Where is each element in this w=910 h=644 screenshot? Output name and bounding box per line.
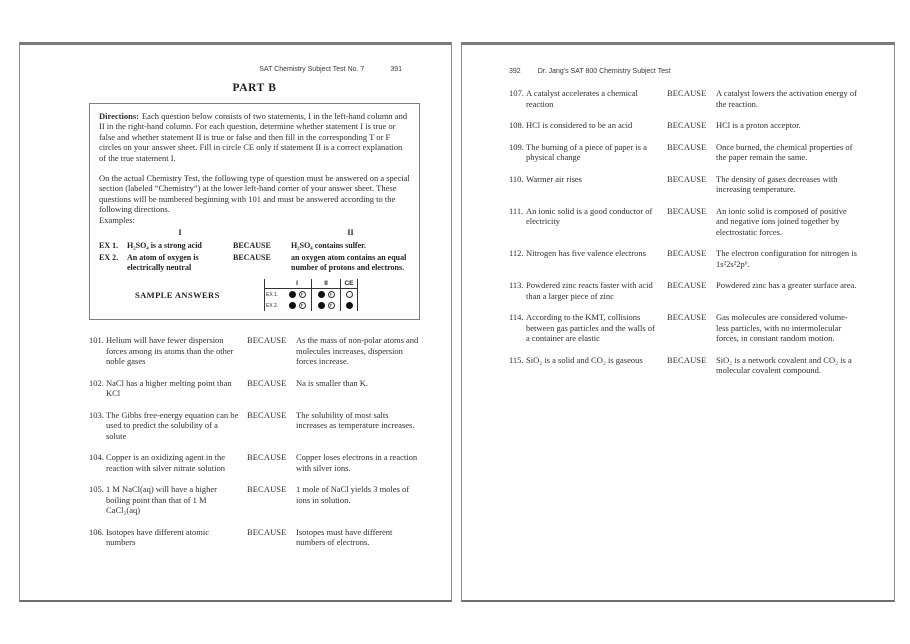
question-row <box>89 410 420 442</box>
because-label: BECAUSE <box>247 452 287 463</box>
question-row <box>509 280 860 301</box>
question-row <box>509 248 860 269</box>
question-number: 108. <box>509 120 524 130</box>
question-number: 111. <box>509 205 524 216</box>
because-label: BECAUSE <box>247 377 287 388</box>
question-number: 107. <box>509 88 524 98</box>
statement-two: Copper loses electrons in a reaction with silver ions. <box>296 452 418 473</box>
because-label: BECAUSE <box>247 409 287 420</box>
page-number: 391 <box>390 66 402 73</box>
example-statement-one: An atom of oxygen is electrically neutral <box>127 253 199 272</box>
statement-two: An ionic solid is composed of positive and negative ions joined together by electrostatic forces. <box>716 205 847 237</box>
bubble-t-filled-icon <box>318 302 325 309</box>
because-label: BECAUSE <box>667 120 707 130</box>
statement-one: The burning of a piece of paper is a physical change <box>526 141 647 162</box>
because-label: BECAUSE <box>247 335 287 346</box>
grid-header-ii: II <box>312 279 341 289</box>
statement-two: Isotopes must have different numbers of electrons. <box>296 526 393 548</box>
statement-one: 1 M NaCl(aq) will have a higher boiling point than that of 1 M CaCl₂(aq) <box>106 484 217 516</box>
directions-box <box>89 103 420 320</box>
statement-one: HCl is considered to be an acid <box>526 120 633 130</box>
left-page <box>19 42 452 602</box>
statement-one: NaCl has a higher melting point than KCl <box>106 377 232 399</box>
statement-one: Powdered zinc reacts faster with acid than a larger piece of zinc <box>526 280 653 301</box>
bubble-f-icon: F <box>299 302 306 309</box>
bubble-f-icon: F <box>328 291 335 298</box>
sample-answers-label: SAMPLE ANSWERS <box>135 290 220 301</box>
because-label: BECAUSE <box>233 253 271 263</box>
bubble-f-icon: F <box>328 302 335 309</box>
bubble-t-filled-icon <box>289 302 296 309</box>
grid-row-label: EX 2. <box>264 300 283 311</box>
statement-two: The solubility of most salts increases as temperature increases. <box>296 409 415 431</box>
question-number: 114. <box>509 312 524 322</box>
statement-two: Once burned, the chemical properties of the paper remain the same. <box>716 141 853 162</box>
example-statement-two: an oxygen atom contains an equal number of protons and electrons. <box>291 253 407 272</box>
bubble-t-filled-icon <box>289 291 296 298</box>
sample-answers-grid <box>264 279 358 311</box>
directions-label: Directions: <box>99 111 139 121</box>
question-row <box>89 484 420 516</box>
example-number: EX 2. <box>99 253 119 263</box>
question-number: 104. <box>89 452 104 463</box>
example-statement-one: H₂SO₄ is a strong acid <box>127 240 202 250</box>
running-head <box>509 68 860 75</box>
running-head <box>89 66 420 73</box>
statement-one: Helium will have fewer dispersion forces among its atoms than the other noble gases <box>106 335 234 367</box>
running-head-title: Dr. Jang's SAT 800 Chemistry Subject Test <box>537 68 671 75</box>
part-title: PART B <box>232 82 277 94</box>
question-row <box>509 142 860 163</box>
grid-cell-ii <box>312 289 341 300</box>
example-statement-two: H₂SO₄ contains sulfer. <box>291 240 366 250</box>
directions-text-1: Each question below consists of two statements, I in the left-hand column and II in the right-hand column. For each question, determine whether statement I is true or false and whether statement II is true or false and then fill in the corresponding T or F circles on your answer sheet. Fill in circle CE only if statement II is a correct explanation of the true statement I. <box>99 111 408 163</box>
statement-two: As the mass of non-polar atoms and molecules increases, dispersion forces increase. <box>296 335 419 367</box>
grid-cell-ce <box>341 300 358 311</box>
question-number: 106. <box>89 526 104 537</box>
because-label: BECAUSE <box>667 173 707 184</box>
grid-cell-ii <box>312 300 341 311</box>
because-label: BECAUSE <box>667 205 707 216</box>
question-number: 105. <box>89 484 104 495</box>
question-row <box>509 174 860 195</box>
because-label: BECAUSE <box>667 312 707 322</box>
question-number: 112. <box>509 248 524 258</box>
running-head-title: SAT Chemistry Subject Test No. 7 <box>259 66 365 73</box>
question-number: 102. <box>89 377 104 388</box>
statement-one: A catalyst accelerates a chemical reaction <box>526 88 638 109</box>
question-number: 101. <box>89 335 104 346</box>
statement-one: Copper is an oxidizing agent in the reaction with silver nitrate solution <box>106 452 225 473</box>
example-row <box>99 241 410 251</box>
question-row <box>509 120 860 131</box>
question-list <box>509 88 860 376</box>
statement-two: Na is smaller than K. <box>296 377 368 388</box>
statement-two: HCl is a proton acceptor. <box>716 120 801 130</box>
statement-one: Isotopes have different atomic numbers <box>106 526 209 548</box>
column-header-i: I <box>178 228 182 238</box>
grid-header-i: I <box>283 279 312 289</box>
statement-one: Nitrogen has five valence electrons <box>526 248 646 258</box>
statement-one: According to the KMT, collisions between gas particles and the walls of a container are elastic <box>526 312 655 343</box>
statement-two: The electron configuration for nitrogen is 1s²2s²2p⁶. <box>716 248 857 269</box>
grid-cell-i <box>283 300 312 311</box>
because-label: BECAUSE <box>247 484 287 495</box>
because-label: BECAUSE <box>667 88 707 98</box>
statement-one: SiO₂ is a solid and CO₂ is gaseous <box>526 354 643 365</box>
page-number: 392 <box>509 68 521 75</box>
question-number: 110. <box>509 173 524 184</box>
question-list <box>89 335 420 548</box>
question-row <box>89 378 420 399</box>
question-row <box>509 312 860 344</box>
question-row <box>89 452 420 473</box>
question-number: 115. <box>509 354 524 365</box>
sample-answers-section <box>99 279 410 311</box>
question-number: 103. <box>89 409 104 420</box>
because-label: BECAUSE <box>667 248 707 258</box>
grid-cell-ce <box>341 289 358 300</box>
statement-two: SiO₂ is a network covalent and CO₂ is a molecular covalent compound. <box>716 354 852 375</box>
question-row <box>509 206 860 238</box>
because-label: BECAUSE <box>667 141 707 152</box>
grid-cell-i <box>283 289 312 300</box>
directions-paragraph-2: On the actual Chemistry Test, the following type of question must be answered on a special section (labeled “Chemistry”) at the lower left-hand corner of your answer sheet. These questions will be numbered beginning with 101 and must be answered according to the following directions. <box>99 173 410 215</box>
example-number: EX 1. <box>99 240 119 250</box>
statement-one: An ionic solid is a good conductor of electricity <box>526 205 653 226</box>
bubble-f-icon: F <box>299 291 306 298</box>
grid-row-label: EX 1. <box>264 289 283 300</box>
question-number: 109. <box>509 141 524 152</box>
grid-header-ce: CE <box>341 279 358 289</box>
column-header-ii: II <box>347 228 354 238</box>
examples-header-row <box>99 228 410 238</box>
statement-two: Gas molecules are considered volume-less particles, with no intermolecular forces, in constant random motion. <box>716 312 848 343</box>
question-number: 113. <box>509 280 524 290</box>
bubble-t-filled-icon <box>318 291 325 298</box>
question-row <box>509 88 860 109</box>
statement-two: The density of gases decreases with increasing temperature. <box>716 173 838 194</box>
question-row <box>89 335 420 367</box>
because-label: BECAUSE <box>667 280 707 290</box>
statement-two: Powdered zinc has a greater surface area. <box>716 280 857 290</box>
statement-two: 1 mole of NaCl yields 3 moles of ions in solution. <box>296 484 410 505</box>
right-page <box>461 42 895 602</box>
bubble-ce-empty-icon <box>346 291 353 298</box>
statement-one: Warmer air rises <box>526 173 582 184</box>
because-label: BECAUSE <box>247 526 287 537</box>
bubble-ce-filled-icon <box>346 302 353 309</box>
examples-label: Examples: <box>99 214 135 225</box>
question-row <box>509 355 860 376</box>
question-row <box>89 527 420 548</box>
example-row <box>99 253 410 272</box>
directions-paragraph-1 <box>99 111 410 163</box>
statement-one: The Gibbs free-energy equation can be used to predict the solubility of a solute <box>106 409 239 441</box>
because-label: BECAUSE <box>233 240 271 250</box>
because-label: BECAUSE <box>667 354 707 365</box>
statement-two: A catalyst lowers the activation energy of the reaction. <box>716 88 857 109</box>
